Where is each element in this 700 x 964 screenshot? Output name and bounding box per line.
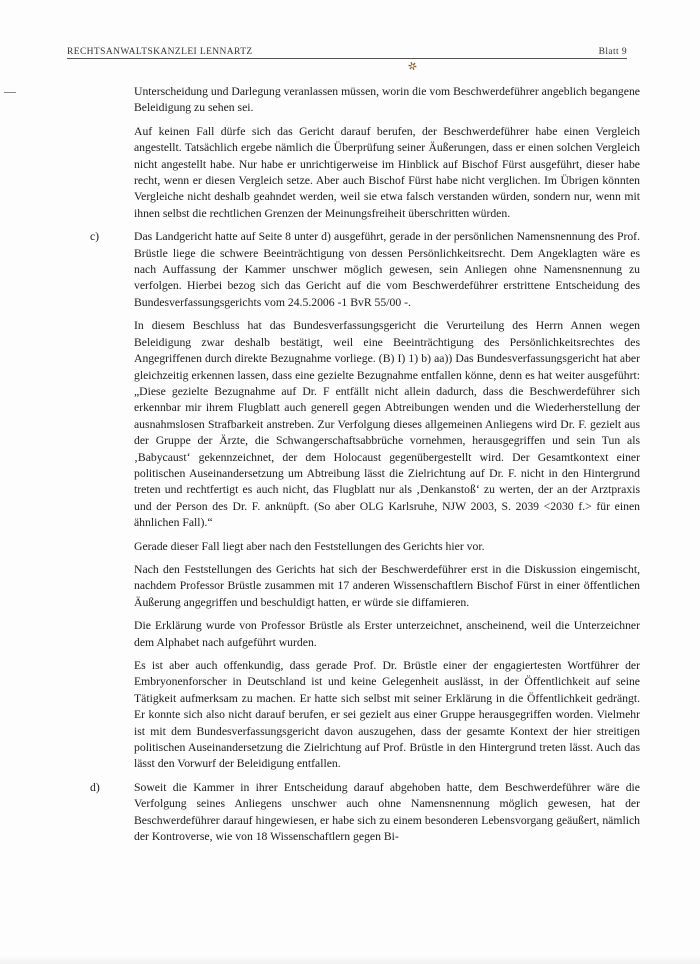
paragraph: Es ist aber auch offenkundig, dass gerade Prof. Dr. Brüstle einer der engagiertesten Wortführer der Embryonenforscher in Deutschland ist und keine Gelegenheit auslässt, in der Öffentlichkeit auf seine Tätigkeit aufmerksam zu machen. Er hatte sich selbst mit seiner Erklärung in die Öffentlichkeit gedrängt. Er konnte sich also nicht darauf berufen, er sei gezielt aus einer Gruppe herausgegriffen worden. Vielmehr ist mit dem Bundesverfassungsgericht davon auszugehen, dass der gesamte Kontext der hier streitigen politischen Auseinandersetzung die Zielrichtung auf Prof. Brüstle in den Hintergrund treten lässt. Auch das lässt den Vorwurf der Beleidigung entfallen.	[134, 659, 640, 771]
paragraph: Nach den Feststellungen des Gerichts hat sich der Beschwerdeführer erst in die Diskussion eingemischt, nachdem Professor Brüstle zusammen mit 17 anderen Wissenschaftlern Bischof Fürst in einer öffentlichen Äußerung angegriffen und beschuldigt hatten, er würde sie diffamieren.	[134, 562, 640, 609]
paragraph: In diesem Beschluss hat das Bundesverfassungsgericht die Verurteilung des Herrn Annen wegen Beleidigung zwar deshalb bestätigt, weil eine Beeinträchtigung des Persönlichkeitsrechtes des Angegriffenen durch direkte Bezugnahme vorliege. (B) I) 1) b) aa)) Das Bundesverfassungsgericht hat aber gleichzeitig erkennen lassen, dass eine gezielte Bezugnahme entfallen könne, denn es hat weiter ausgeführt: „Diese gezielte Bezugnahme auf Dr. F entfällt nicht allein dadurch, dass die Beschwerdeführer sich erkennbar mir ihrem Flugblatt auch generell gegen Abtreibungen wenden und die Wiederherstellung der ausnahmslosen Strafbarkeit anstreben. Zur Verfolgung dieses allgemeinen Anliegens wird Dr. F. gezielt aus der Gruppe der Ärzte, die Schwangerschaftsabbrüche vornehmen, herausgegriffen und sein Tun als ‚Babycaust‘ gekennzeichnet, der dem Holocaust gegenübergestellt wird. Der Gesamtkontext einer politischen Auseinandersetzung um Abtreibung lässt die Zielrichtung auf Dr. F. nicht in den Hintergrund treten und rechtfertigt es auch nicht, das Flugblatt nur als ‚Denkanstoß‘ zu werten, der an der Arztpraxis und der Person des Dr. F. anknüpft. (So aber OLG Karlsruhe, NJW 2003, S. 2039 <2030 f.> für einen ähnlichen Fall).“	[134, 319, 640, 530]
list-item-d	[90, 780, 640, 846]
list-item-label: c)	[90, 230, 100, 244]
page-number: Blatt 9	[598, 47, 627, 57]
scan-edge	[0, 954, 700, 964]
list-item-c	[90, 229, 640, 311]
page-header	[67, 44, 627, 59]
paragraph: Die Erklärung wurde von Professor Brüstle als Erster unterzeichnet, anscheinend, weil die Unterzeichner dem Alphabet nach aufgeführt wurden.	[134, 619, 640, 649]
document-body	[90, 84, 640, 852]
list-item-text: Soweit die Kammer in ihrer Entscheidung darauf abgehoben hatte, dem Beschwerdeführer wäre die Verfolgung seines Anliegens unschwer auch ohne Namensnennung möglich gewesen, hat der Beschwerdeführer darauf hingewiesen, er habe sich zu einem besonderen Lebensvorgang geäußert, nämlich der Kontroverse, wie von 18 Wissenschaftlern gegen Bi-	[134, 780, 640, 844]
list-item-label: d)	[90, 780, 100, 794]
paragraph: Auf keinen Fall dürfe sich das Gericht darauf berufen, der Beschwerdeführer habe einen Vergleich angestellt. Tatsächlich ergebe nämlich die Überprüfung seiner Äußerungen, dass er einen solchen Vergleich nicht angestellt habe. Nur habe er unrichtigerweise im Hinblick auf Bischof Fürst ausgeführt, dieser habe recht, wenn er diesen Vergleich setze. Aber auch Bischof Fürst habe nicht verglichen. Im Übrigen könnten Vergleiche nicht deshalb geahndet werden, weil sie etwa falsch verstanden würden, sondern nur, wenn mit ihnen selbst die rechtlichen Grenzen der Meinungsfreiheit überschritten würden.	[134, 124, 640, 220]
list-item-text: Das Landgericht hatte auf Seite 8 unter d) ausgeführt, gerade in der persönlichen Namensnennung des Prof. Brüstle liege die schwere Beeinträchtigung von dessen Persönlichkeitsrecht. Dem Angeklagten wäre es nach Auffassung der Kammer unschwer möglich gewesen, sein Anliegen ohne Namensnennung zu verfolgen. Hierbei bezog sich das Gericht auf die vom Beschwerdeführer erstrittene Entscheidung des Bundesverfassungsgerichts vom 24.5.2006 -1 BvR 55/00 -.	[134, 230, 640, 309]
margin-mark	[4, 92, 16, 93]
pen-mark: ✲	[406, 59, 420, 75]
paragraph: Gerade dieser Fall liegt aber nach den Feststellungen des Gerichts hier vor.	[134, 539, 485, 553]
paragraph: Unterscheidung und Darlegung veranlassen müssen, worin die vom Beschwerdeführer angeblich begangene Beleidigung zu sehen sei.	[134, 85, 640, 115]
firm-name: RECHTSANWALTSKANZLEI LENNARTZ	[67, 47, 253, 57]
